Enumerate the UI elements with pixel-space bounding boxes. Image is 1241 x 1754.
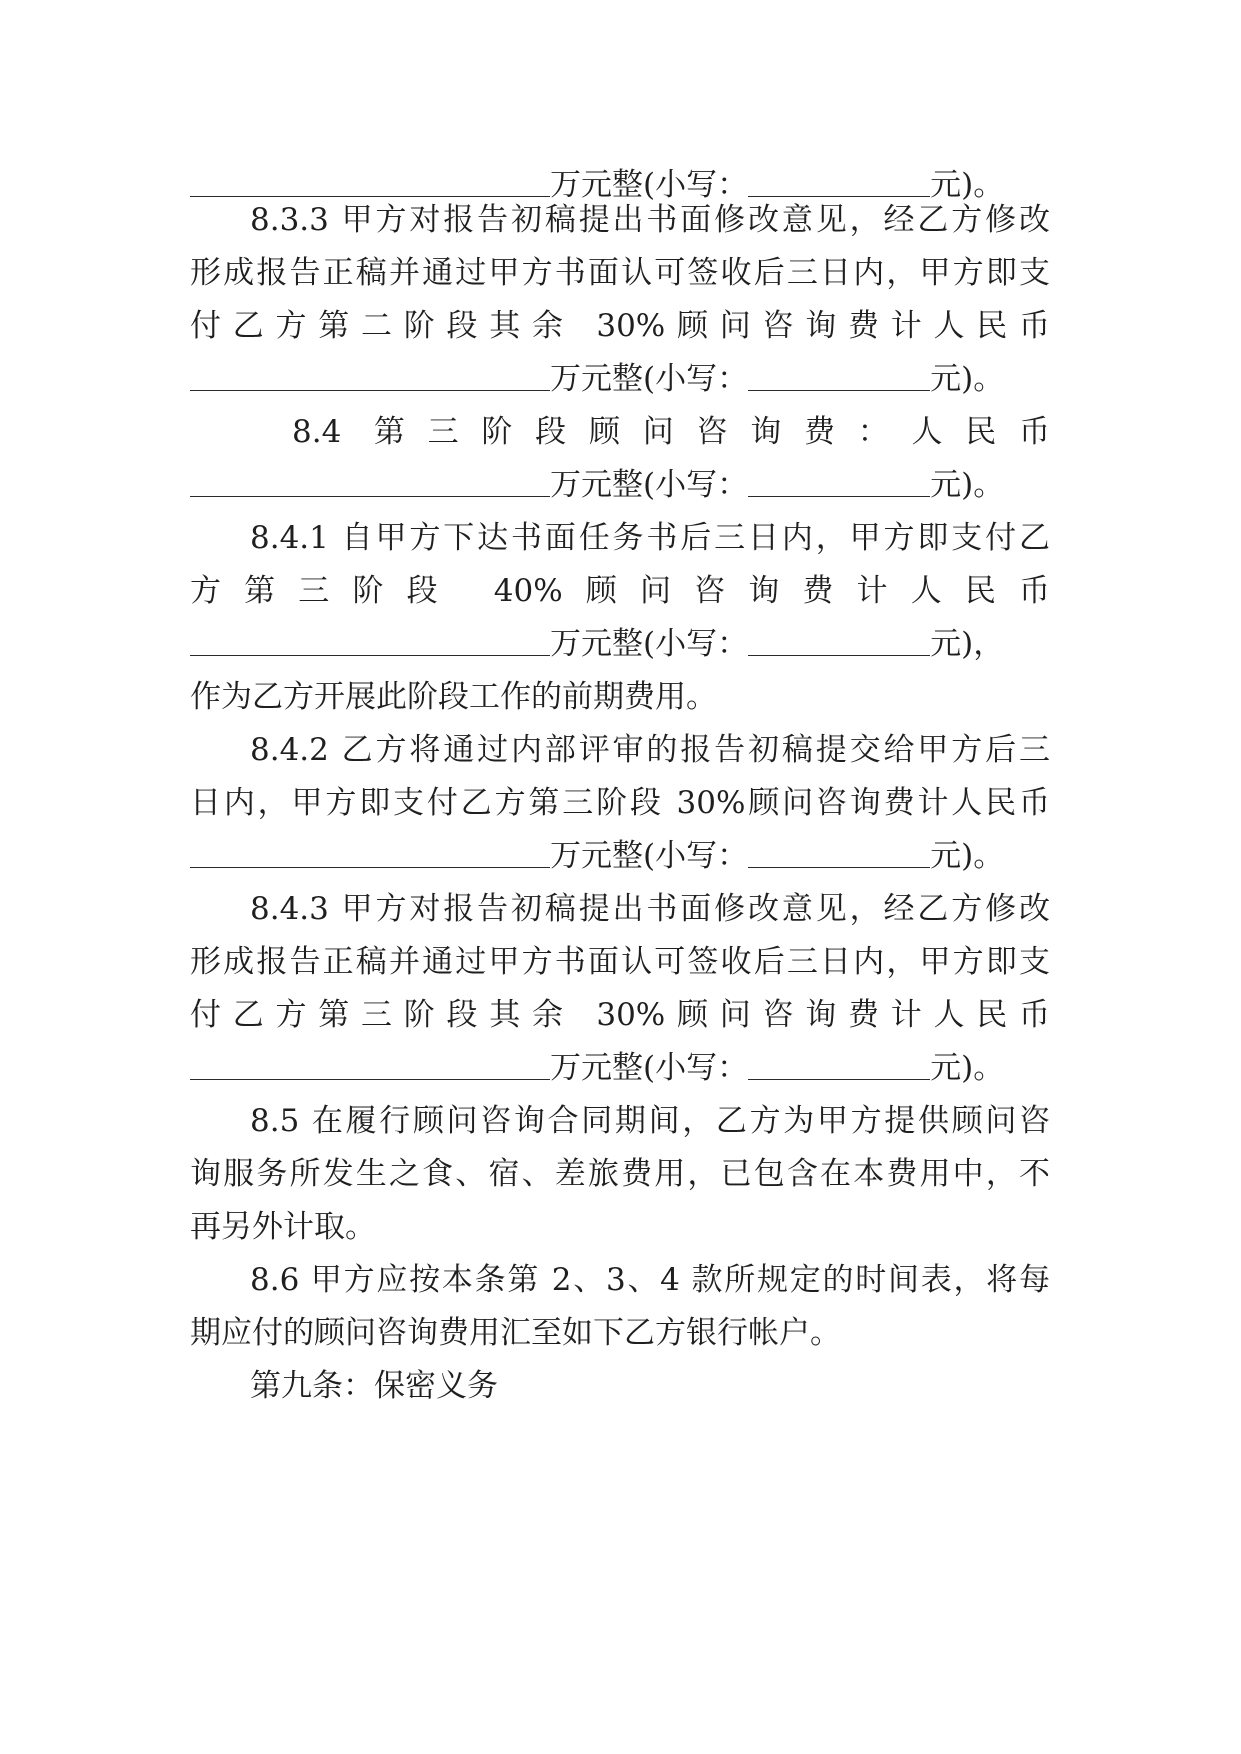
- clause-8-3-3-line-2: 形成报告正稿并通过甲方书面认可签收后三日内，甲方即支: [190, 255, 1050, 291]
- amount-blank[interactable]: [190, 627, 550, 656]
- clause-8-4-2-line-2: 日内，甲方即支付乙方第三阶段 30%顾问咨询费计人民币: [190, 785, 1050, 821]
- clause-8-6-line-2: 期应付的顾问咨询费用汇至如下乙方银行帐户。: [190, 1315, 841, 1351]
- lowercase-amount-blank[interactable]: [748, 1051, 930, 1080]
- clause-8-4-3-line-1: 8.4.3 甲方对报告初稿提出书面修改意见，经乙方修改: [250, 891, 1050, 927]
- amount-line-8-3-3: [190, 349, 1050, 409]
- clause-8-4-1-line-1: 8.4.1 自甲方下达书面任务书后三日内，甲方即支付乙: [250, 520, 1050, 556]
- unit-end-text: 元)。: [930, 361, 1005, 397]
- unit-end-text: 元)。: [930, 467, 1005, 503]
- clause-8-3-3-line-3: 付乙方第二阶段其余 30%顾问咨询费计人民币: [190, 308, 1050, 344]
- amount-blank[interactable]: [190, 468, 550, 497]
- article-9-heading: 第九条：保密义务: [250, 1368, 498, 1404]
- lowercase-amount-blank[interactable]: [748, 627, 930, 656]
- amount-blank[interactable]: [190, 362, 550, 391]
- unit-text: 万元整(小写：: [550, 1050, 749, 1086]
- lowercase-amount-blank[interactable]: [748, 839, 930, 868]
- unit-text: 万元整(小写：: [550, 361, 749, 397]
- clause-8-4-2-line-1: 8.4.2 乙方将通过内部评审的报告初稿提交给甲方后三: [250, 732, 1050, 768]
- lowercase-amount-blank[interactable]: [748, 468, 930, 497]
- unit-text: 万元整(小写：: [550, 626, 749, 662]
- lowercase-amount-blank[interactable]: [748, 362, 930, 391]
- clause-8-4-1-line-4: 作为乙方开展此阶段工作的前期费用。: [190, 679, 717, 715]
- unit-text: 万元整(小写：: [550, 838, 749, 874]
- amount-line-8-4-1: [190, 614, 1050, 674]
- clause-8-4-1-line-2: 方第三阶段 40%顾问咨询费计人民币: [190, 573, 1050, 609]
- amount-blank[interactable]: [190, 1051, 550, 1080]
- clause-8-5-line-3: 再另外计取。: [190, 1209, 376, 1245]
- unit-end-text: 元)，: [930, 626, 1005, 662]
- clause-8-4-3-line-2: 形成报告正稿并通过甲方书面认可签收后三日内，甲方即支: [190, 944, 1050, 980]
- unit-end-text: 元)。: [930, 167, 1005, 203]
- clause-8-3-3-line-1: 8.3.3 甲方对报告初稿提出书面修改意见，经乙方修改: [250, 202, 1050, 238]
- clause-8-5-line-2: 询服务所发生之食、宿、差旅费用，已包含在本费用中，不: [190, 1156, 1050, 1192]
- amount-line-8-4-2: [190, 826, 1050, 886]
- amount-line-8-4-3: [190, 1038, 1050, 1098]
- clause-8-4-3-line-3: 付乙方第三阶段其余 30%顾问咨询费计人民币: [190, 997, 1050, 1033]
- clause-8-6-line-1: 8.6 甲方应按本条第 2、3、4 款所规定的时间表，将每: [250, 1262, 1050, 1298]
- amount-line-8-4: [190, 455, 1050, 515]
- amount-blank[interactable]: [190, 839, 550, 868]
- unit-text: 万元整(小写：: [550, 167, 749, 203]
- clause-8-5-line-1: 8.5 在履行顾问咨询合同期间，乙方为甲方提供顾问咨: [250, 1103, 1050, 1139]
- unit-end-text: 元)。: [930, 1050, 1005, 1086]
- clause-8-4-line-1: 8.4 第三阶段顾问咨询费：人民币: [292, 414, 1050, 450]
- unit-end-text: 元)。: [930, 838, 1005, 874]
- unit-text: 万元整(小写：: [550, 467, 749, 503]
